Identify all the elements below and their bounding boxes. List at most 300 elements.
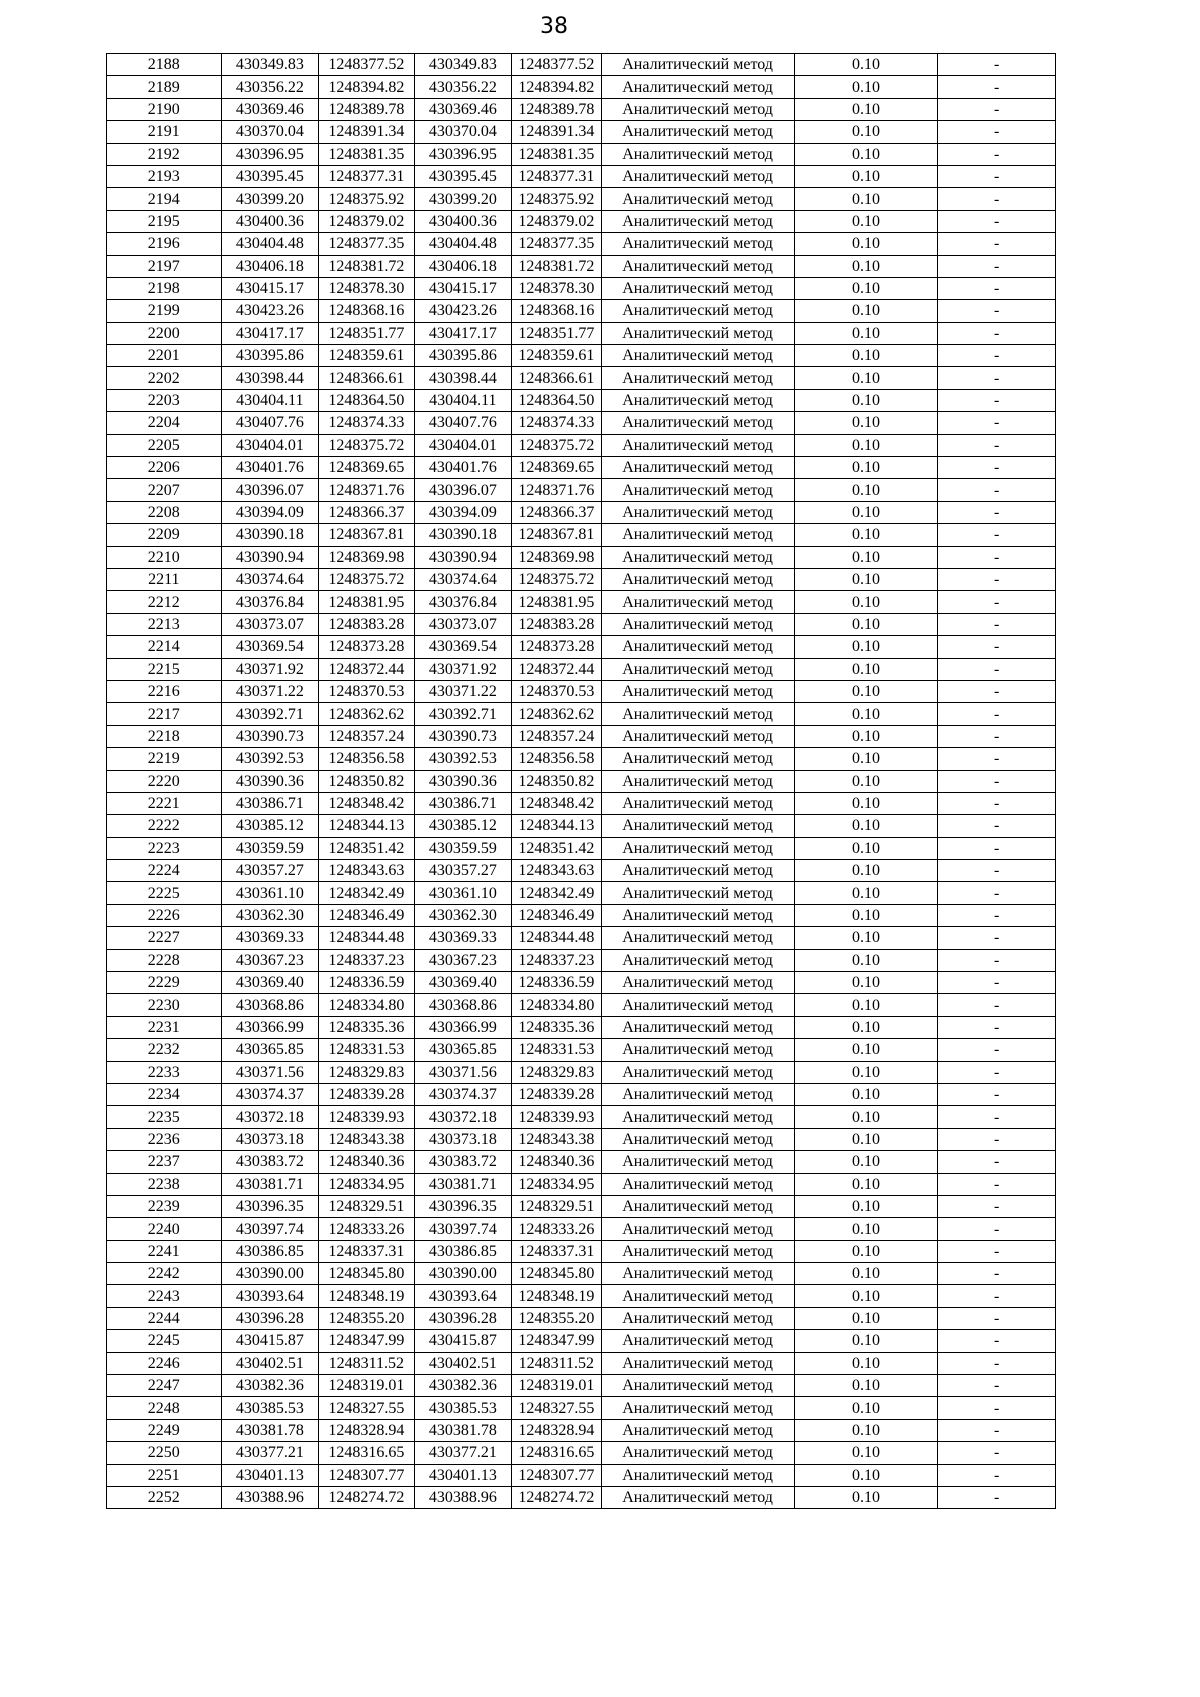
note-cell: - bbox=[938, 636, 1056, 658]
accuracy-cell: 0.10 bbox=[794, 1061, 938, 1083]
note-cell: - bbox=[938, 1039, 1056, 1061]
y-new-cell: 1248379.02 bbox=[512, 210, 601, 232]
point-number-cell: 2229 bbox=[107, 972, 222, 994]
table-row bbox=[107, 1240, 1056, 1262]
point-number-cell: 2247 bbox=[107, 1375, 222, 1397]
table-row bbox=[107, 479, 1056, 501]
y-new-cell: 1248311.52 bbox=[512, 1352, 601, 1374]
method-cell: Аналитический метод bbox=[601, 1061, 794, 1083]
table-row bbox=[107, 658, 1056, 680]
x-new-cell: 430373.07 bbox=[414, 613, 512, 635]
point-number-cell: 2211 bbox=[107, 568, 222, 590]
x-new-cell: 430392.71 bbox=[414, 703, 512, 725]
table-row bbox=[107, 277, 1056, 299]
method-cell: Аналитический метод bbox=[601, 1307, 794, 1329]
accuracy-cell: 0.10 bbox=[794, 1083, 938, 1105]
table-row bbox=[107, 927, 1056, 949]
x-existing-cell: 430390.00 bbox=[221, 1263, 319, 1285]
table-row bbox=[107, 972, 1056, 994]
x-new-cell: 430392.53 bbox=[414, 748, 512, 770]
x-new-cell: 430377.21 bbox=[414, 1442, 512, 1464]
note-cell: - bbox=[938, 568, 1056, 590]
y-existing-cell: 1248342.49 bbox=[319, 882, 415, 904]
note-cell: - bbox=[938, 501, 1056, 523]
accuracy-cell: 0.10 bbox=[794, 636, 938, 658]
y-existing-cell: 1248362.62 bbox=[319, 703, 415, 725]
table-row bbox=[107, 1016, 1056, 1038]
y-existing-cell: 1248379.02 bbox=[319, 210, 415, 232]
y-new-cell: 1248369.65 bbox=[512, 457, 601, 479]
method-cell: Аналитический метод bbox=[601, 815, 794, 837]
method-cell: Аналитический метод bbox=[601, 1419, 794, 1441]
accuracy-cell: 0.10 bbox=[794, 1173, 938, 1195]
y-new-cell: 1248348.42 bbox=[512, 792, 601, 814]
accuracy-cell: 0.10 bbox=[794, 1039, 938, 1061]
point-number-cell: 2236 bbox=[107, 1128, 222, 1150]
x-new-cell: 430369.54 bbox=[414, 636, 512, 658]
x-new-cell: 430396.28 bbox=[414, 1307, 512, 1329]
x-existing-cell: 430361.10 bbox=[221, 882, 319, 904]
x-existing-cell: 430406.18 bbox=[221, 255, 319, 277]
method-cell: Аналитический метод bbox=[601, 389, 794, 411]
x-existing-cell: 430371.92 bbox=[221, 658, 319, 680]
y-new-cell: 1248375.72 bbox=[512, 568, 601, 590]
x-existing-cell: 430373.07 bbox=[221, 613, 319, 635]
x-existing-cell: 430404.01 bbox=[221, 434, 319, 456]
method-cell: Аналитический метод bbox=[601, 255, 794, 277]
point-number-cell: 2217 bbox=[107, 703, 222, 725]
x-new-cell: 430388.96 bbox=[414, 1487, 512, 1509]
method-cell: Аналитический метод bbox=[601, 1195, 794, 1217]
note-cell: - bbox=[938, 345, 1056, 367]
point-number-cell: 2203 bbox=[107, 389, 222, 411]
x-existing-cell: 430404.11 bbox=[221, 389, 319, 411]
x-existing-cell: 430371.22 bbox=[221, 680, 319, 702]
method-cell: Аналитический метод bbox=[601, 1218, 794, 1240]
point-number-cell: 2252 bbox=[107, 1487, 222, 1509]
method-cell: Аналитический метод bbox=[601, 904, 794, 926]
note-cell: - bbox=[938, 1307, 1056, 1329]
note-cell: - bbox=[938, 591, 1056, 613]
accuracy-cell: 0.10 bbox=[794, 457, 938, 479]
accuracy-cell: 0.10 bbox=[794, 98, 938, 120]
accuracy-cell: 0.10 bbox=[794, 1218, 938, 1240]
accuracy-cell: 0.10 bbox=[794, 165, 938, 187]
method-cell: Аналитический метод bbox=[601, 457, 794, 479]
point-number-cell: 2221 bbox=[107, 792, 222, 814]
note-cell: - bbox=[938, 972, 1056, 994]
y-existing-cell: 1248334.80 bbox=[319, 994, 415, 1016]
note-cell: - bbox=[938, 927, 1056, 949]
table-row bbox=[107, 165, 1056, 187]
x-existing-cell: 430390.18 bbox=[221, 524, 319, 546]
accuracy-cell: 0.10 bbox=[794, 837, 938, 859]
y-new-cell: 1248327.55 bbox=[512, 1397, 601, 1419]
method-cell: Аналитический метод bbox=[601, 143, 794, 165]
y-existing-cell: 1248329.51 bbox=[319, 1195, 415, 1217]
table-row bbox=[107, 1083, 1056, 1105]
method-cell: Аналитический метод bbox=[601, 1106, 794, 1128]
x-new-cell: 430417.17 bbox=[414, 322, 512, 344]
x-existing-cell: 430349.83 bbox=[221, 54, 319, 76]
table-row bbox=[107, 210, 1056, 232]
note-cell: - bbox=[938, 1195, 1056, 1217]
note-cell: - bbox=[938, 860, 1056, 882]
y-existing-cell: 1248336.59 bbox=[319, 972, 415, 994]
y-existing-cell: 1248328.94 bbox=[319, 1419, 415, 1441]
y-existing-cell: 1248333.26 bbox=[319, 1218, 415, 1240]
y-existing-cell: 1248359.61 bbox=[319, 345, 415, 367]
y-existing-cell: 1248371.76 bbox=[319, 479, 415, 501]
y-existing-cell: 1248355.20 bbox=[319, 1307, 415, 1329]
y-new-cell: 1248381.35 bbox=[512, 143, 601, 165]
x-new-cell: 430390.73 bbox=[414, 725, 512, 747]
method-cell: Аналитический метод bbox=[601, 1240, 794, 1262]
y-new-cell: 1248372.44 bbox=[512, 658, 601, 680]
note-cell: - bbox=[938, 1173, 1056, 1195]
note-cell: - bbox=[938, 188, 1056, 210]
x-existing-cell: 430357.27 bbox=[221, 860, 319, 882]
table-row bbox=[107, 1218, 1056, 1240]
x-existing-cell: 430381.78 bbox=[221, 1419, 319, 1441]
table-row bbox=[107, 568, 1056, 590]
x-existing-cell: 430400.36 bbox=[221, 210, 319, 232]
y-new-cell: 1248344.48 bbox=[512, 927, 601, 949]
y-new-cell: 1248307.77 bbox=[512, 1464, 601, 1486]
table-row bbox=[107, 703, 1056, 725]
point-number-cell: 2193 bbox=[107, 165, 222, 187]
y-new-cell: 1248339.93 bbox=[512, 1106, 601, 1128]
y-new-cell: 1248337.23 bbox=[512, 949, 601, 971]
x-existing-cell: 430368.86 bbox=[221, 994, 319, 1016]
note-cell: - bbox=[938, 1106, 1056, 1128]
coordinates-table bbox=[106, 53, 1056, 1509]
x-new-cell: 430369.40 bbox=[414, 972, 512, 994]
x-existing-cell: 430397.74 bbox=[221, 1218, 319, 1240]
accuracy-cell: 0.10 bbox=[794, 770, 938, 792]
x-new-cell: 430374.37 bbox=[414, 1083, 512, 1105]
accuracy-cell: 0.10 bbox=[794, 1151, 938, 1173]
accuracy-cell: 0.10 bbox=[794, 613, 938, 635]
table-row bbox=[107, 1375, 1056, 1397]
method-cell: Аналитический метод bbox=[601, 658, 794, 680]
x-new-cell: 430386.85 bbox=[414, 1240, 512, 1262]
point-number-cell: 2228 bbox=[107, 949, 222, 971]
accuracy-cell: 0.10 bbox=[794, 233, 938, 255]
method-cell: Аналитический метод bbox=[601, 994, 794, 1016]
point-number-cell: 2192 bbox=[107, 143, 222, 165]
y-existing-cell: 1248274.72 bbox=[319, 1487, 415, 1509]
x-existing-cell: 430373.18 bbox=[221, 1128, 319, 1150]
table-row bbox=[107, 255, 1056, 277]
note-cell: - bbox=[938, 748, 1056, 770]
accuracy-cell: 0.10 bbox=[794, 54, 938, 76]
table-row bbox=[107, 233, 1056, 255]
table-row bbox=[107, 591, 1056, 613]
y-new-cell: 1248356.58 bbox=[512, 748, 601, 770]
note-cell: - bbox=[938, 1442, 1056, 1464]
y-new-cell: 1248343.63 bbox=[512, 860, 601, 882]
x-new-cell: 430369.33 bbox=[414, 927, 512, 949]
x-new-cell: 430395.86 bbox=[414, 345, 512, 367]
table-row bbox=[107, 1464, 1056, 1486]
method-cell: Аналитический метод bbox=[601, 300, 794, 322]
accuracy-cell: 0.10 bbox=[794, 345, 938, 367]
x-existing-cell: 430415.17 bbox=[221, 277, 319, 299]
x-new-cell: 430385.12 bbox=[414, 815, 512, 837]
x-existing-cell: 430386.71 bbox=[221, 792, 319, 814]
method-cell: Аналитический метод bbox=[601, 1442, 794, 1464]
note-cell: - bbox=[938, 98, 1056, 120]
accuracy-cell: 0.10 bbox=[794, 994, 938, 1016]
y-new-cell: 1248351.42 bbox=[512, 837, 601, 859]
method-cell: Аналитический метод bbox=[601, 972, 794, 994]
method-cell: Аналитический метод bbox=[601, 1128, 794, 1150]
note-cell: - bbox=[938, 210, 1056, 232]
y-existing-cell: 1248307.77 bbox=[319, 1464, 415, 1486]
table-row bbox=[107, 457, 1056, 479]
y-existing-cell: 1248369.65 bbox=[319, 457, 415, 479]
x-new-cell: 430415.17 bbox=[414, 277, 512, 299]
accuracy-cell: 0.10 bbox=[794, 658, 938, 680]
y-new-cell: 1248368.16 bbox=[512, 300, 601, 322]
table-row bbox=[107, 1397, 1056, 1419]
page-number: 38 bbox=[540, 14, 568, 39]
x-new-cell: 430356.22 bbox=[414, 76, 512, 98]
y-new-cell: 1248351.77 bbox=[512, 322, 601, 344]
table-row bbox=[107, 1330, 1056, 1352]
point-number-cell: 2225 bbox=[107, 882, 222, 904]
x-existing-cell: 430365.85 bbox=[221, 1039, 319, 1061]
x-existing-cell: 430359.59 bbox=[221, 837, 319, 859]
table-row bbox=[107, 1442, 1056, 1464]
method-cell: Аналитический метод bbox=[601, 636, 794, 658]
accuracy-cell: 0.10 bbox=[794, 1352, 938, 1374]
method-cell: Аналитический метод bbox=[601, 546, 794, 568]
accuracy-cell: 0.10 bbox=[794, 703, 938, 725]
accuracy-cell: 0.10 bbox=[794, 188, 938, 210]
accuracy-cell: 0.10 bbox=[794, 1263, 938, 1285]
method-cell: Аналитический метод bbox=[601, 501, 794, 523]
y-existing-cell: 1248339.28 bbox=[319, 1083, 415, 1105]
accuracy-cell: 0.10 bbox=[794, 1487, 938, 1509]
accuracy-cell: 0.10 bbox=[794, 725, 938, 747]
y-existing-cell: 1248381.35 bbox=[319, 143, 415, 165]
table-row bbox=[107, 1039, 1056, 1061]
x-new-cell: 430376.84 bbox=[414, 591, 512, 613]
table-row bbox=[107, 367, 1056, 389]
method-cell: Аналитический метод bbox=[601, 210, 794, 232]
method-cell: Аналитический метод bbox=[601, 1016, 794, 1038]
point-number-cell: 2206 bbox=[107, 457, 222, 479]
note-cell: - bbox=[938, 1240, 1056, 1262]
y-new-cell: 1248331.53 bbox=[512, 1039, 601, 1061]
method-cell: Аналитический метод bbox=[601, 98, 794, 120]
y-existing-cell: 1248329.83 bbox=[319, 1061, 415, 1083]
point-number-cell: 2199 bbox=[107, 300, 222, 322]
point-number-cell: 2191 bbox=[107, 121, 222, 143]
y-existing-cell: 1248377.35 bbox=[319, 233, 415, 255]
point-number-cell: 2250 bbox=[107, 1442, 222, 1464]
accuracy-cell: 0.10 bbox=[794, 927, 938, 949]
x-new-cell: 430390.36 bbox=[414, 770, 512, 792]
y-existing-cell: 1248319.01 bbox=[319, 1375, 415, 1397]
point-number-cell: 2205 bbox=[107, 434, 222, 456]
point-number-cell: 2195 bbox=[107, 210, 222, 232]
y-existing-cell: 1248334.95 bbox=[319, 1173, 415, 1195]
note-cell: - bbox=[938, 524, 1056, 546]
note-cell: - bbox=[938, 792, 1056, 814]
x-new-cell: 430367.23 bbox=[414, 949, 512, 971]
x-existing-cell: 430401.13 bbox=[221, 1464, 319, 1486]
x-new-cell: 430371.92 bbox=[414, 658, 512, 680]
y-existing-cell: 1248348.42 bbox=[319, 792, 415, 814]
note-cell: - bbox=[938, 703, 1056, 725]
accuracy-cell: 0.10 bbox=[794, 815, 938, 837]
method-cell: Аналитический метод bbox=[601, 613, 794, 635]
x-existing-cell: 430423.26 bbox=[221, 300, 319, 322]
point-number-cell: 2209 bbox=[107, 524, 222, 546]
accuracy-cell: 0.10 bbox=[794, 143, 938, 165]
table-row bbox=[107, 949, 1056, 971]
y-existing-cell: 1248368.16 bbox=[319, 300, 415, 322]
table-row bbox=[107, 1151, 1056, 1173]
y-existing-cell: 1248364.50 bbox=[319, 389, 415, 411]
point-number-cell: 2231 bbox=[107, 1016, 222, 1038]
y-new-cell: 1248328.94 bbox=[512, 1419, 601, 1441]
x-existing-cell: 430374.37 bbox=[221, 1083, 319, 1105]
x-existing-cell: 430390.73 bbox=[221, 725, 319, 747]
x-new-cell: 430423.26 bbox=[414, 300, 512, 322]
y-existing-cell: 1248337.31 bbox=[319, 1240, 415, 1262]
table-row bbox=[107, 121, 1056, 143]
method-cell: Аналитический метод bbox=[601, 277, 794, 299]
method-cell: Аналитический метод bbox=[601, 345, 794, 367]
y-new-cell: 1248334.95 bbox=[512, 1173, 601, 1195]
y-new-cell: 1248345.80 bbox=[512, 1263, 601, 1285]
x-new-cell: 430381.78 bbox=[414, 1419, 512, 1441]
y-new-cell: 1248344.13 bbox=[512, 815, 601, 837]
y-new-cell: 1248375.92 bbox=[512, 188, 601, 210]
y-existing-cell: 1248366.61 bbox=[319, 367, 415, 389]
table-row bbox=[107, 322, 1056, 344]
point-number-cell: 2223 bbox=[107, 837, 222, 859]
x-new-cell: 430386.71 bbox=[414, 792, 512, 814]
y-new-cell: 1248339.28 bbox=[512, 1083, 601, 1105]
x-new-cell: 430396.35 bbox=[414, 1195, 512, 1217]
y-existing-cell: 1248357.24 bbox=[319, 725, 415, 747]
table-row bbox=[107, 1307, 1056, 1329]
x-new-cell: 430390.18 bbox=[414, 524, 512, 546]
method-cell: Аналитический метод bbox=[601, 725, 794, 747]
method-cell: Аналитический метод bbox=[601, 76, 794, 98]
y-existing-cell: 1248348.19 bbox=[319, 1285, 415, 1307]
y-existing-cell: 1248373.28 bbox=[319, 636, 415, 658]
y-existing-cell: 1248316.65 bbox=[319, 1442, 415, 1464]
y-new-cell: 1248342.49 bbox=[512, 882, 601, 904]
y-new-cell: 1248369.98 bbox=[512, 546, 601, 568]
x-new-cell: 430366.99 bbox=[414, 1016, 512, 1038]
accuracy-cell: 0.10 bbox=[794, 210, 938, 232]
table-row bbox=[107, 815, 1056, 837]
point-number-cell: 2219 bbox=[107, 748, 222, 770]
point-number-cell: 2245 bbox=[107, 1330, 222, 1352]
point-number-cell: 2224 bbox=[107, 860, 222, 882]
note-cell: - bbox=[938, 54, 1056, 76]
note-cell: - bbox=[938, 658, 1056, 680]
x-existing-cell: 430395.45 bbox=[221, 165, 319, 187]
y-new-cell: 1248346.49 bbox=[512, 904, 601, 926]
table-row bbox=[107, 1173, 1056, 1195]
x-existing-cell: 430392.71 bbox=[221, 703, 319, 725]
method-cell: Аналитический метод bbox=[601, 1173, 794, 1195]
point-number-cell: 2242 bbox=[107, 1263, 222, 1285]
x-existing-cell: 430415.87 bbox=[221, 1330, 319, 1352]
x-new-cell: 430399.20 bbox=[414, 188, 512, 210]
table-row bbox=[107, 636, 1056, 658]
note-cell: - bbox=[938, 233, 1056, 255]
y-new-cell: 1248374.33 bbox=[512, 412, 601, 434]
accuracy-cell: 0.10 bbox=[794, 322, 938, 344]
x-new-cell: 430398.44 bbox=[414, 367, 512, 389]
y-new-cell: 1248337.31 bbox=[512, 1240, 601, 1262]
note-cell: - bbox=[938, 815, 1056, 837]
point-number-cell: 2232 bbox=[107, 1039, 222, 1061]
x-existing-cell: 430385.12 bbox=[221, 815, 319, 837]
accuracy-cell: 0.10 bbox=[794, 1307, 938, 1329]
method-cell: Аналитический метод bbox=[601, 1039, 794, 1061]
y-new-cell: 1248377.52 bbox=[512, 54, 601, 76]
accuracy-cell: 0.10 bbox=[794, 255, 938, 277]
point-number-cell: 2189 bbox=[107, 76, 222, 98]
note-cell: - bbox=[938, 1397, 1056, 1419]
x-existing-cell: 430374.64 bbox=[221, 568, 319, 590]
method-cell: Аналитический метод bbox=[601, 860, 794, 882]
table-row bbox=[107, 143, 1056, 165]
x-new-cell: 430359.59 bbox=[414, 837, 512, 859]
table-row bbox=[107, 76, 1056, 98]
y-existing-cell: 1248369.98 bbox=[319, 546, 415, 568]
table-row bbox=[107, 904, 1056, 926]
accuracy-cell: 0.10 bbox=[794, 1195, 938, 1217]
table-row bbox=[107, 837, 1056, 859]
table-row bbox=[107, 725, 1056, 747]
table-row bbox=[107, 501, 1056, 523]
table-row bbox=[107, 770, 1056, 792]
accuracy-cell: 0.10 bbox=[794, 76, 938, 98]
y-new-cell: 1248375.72 bbox=[512, 434, 601, 456]
method-cell: Аналитический метод bbox=[601, 927, 794, 949]
table-row bbox=[107, 188, 1056, 210]
x-existing-cell: 430401.76 bbox=[221, 457, 319, 479]
y-new-cell: 1248364.50 bbox=[512, 389, 601, 411]
x-existing-cell: 430399.20 bbox=[221, 188, 319, 210]
y-existing-cell: 1248340.36 bbox=[319, 1151, 415, 1173]
table-row bbox=[107, 546, 1056, 568]
y-new-cell: 1248316.65 bbox=[512, 1442, 601, 1464]
table-row bbox=[107, 1263, 1056, 1285]
accuracy-cell: 0.10 bbox=[794, 860, 938, 882]
x-existing-cell: 430390.36 bbox=[221, 770, 319, 792]
y-new-cell: 1248340.36 bbox=[512, 1151, 601, 1173]
y-existing-cell: 1248377.31 bbox=[319, 165, 415, 187]
x-existing-cell: 430370.04 bbox=[221, 121, 319, 143]
note-cell: - bbox=[938, 165, 1056, 187]
y-existing-cell: 1248378.30 bbox=[319, 277, 415, 299]
y-new-cell: 1248357.24 bbox=[512, 725, 601, 747]
note-cell: - bbox=[938, 412, 1056, 434]
y-existing-cell: 1248327.55 bbox=[319, 1397, 415, 1419]
